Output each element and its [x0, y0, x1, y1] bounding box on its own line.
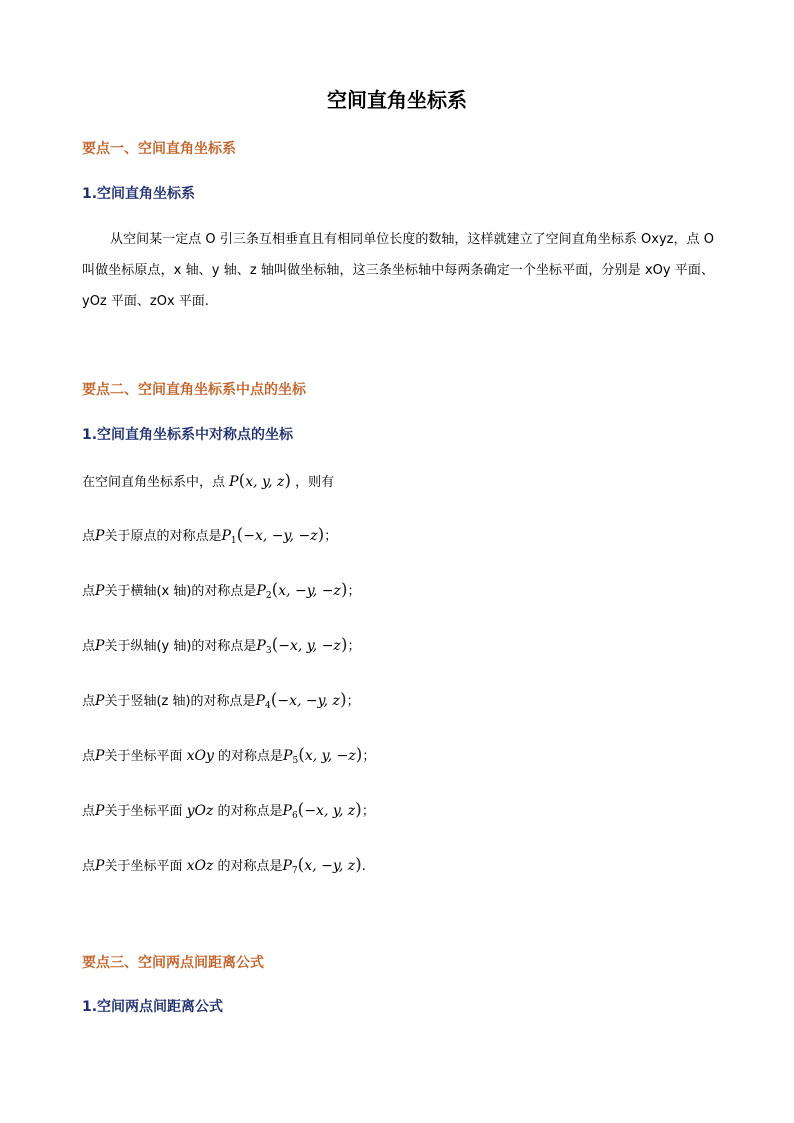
item-desc: 关于坐标平面	[104, 749, 183, 764]
item-coords: −x, −y, z	[277, 693, 340, 709]
item-subscript: 6	[291, 811, 298, 821]
symmetric-point-item: 点P关于纵轴(y 轴)的对称点是$P_3(-x$, y, −z)；	[82, 635, 361, 656]
paragraph-text: 从空间某一定点 O 引三条互相垂直且有相同单位长度的数轴，这样就建立了空间直角坐标系 Oxyz，点 O 叫做坐标原点，x 轴、y 轴、z 轴叫做坐标轴，这三条坐标轴中每两条确定一个坐标平面，分别是 xOy 平面、yOz 平面、zOx 平面.	[82, 232, 714, 309]
section2-heading: 要点二、空间直角坐标系中点的坐标	[82, 382, 306, 398]
item-label: P	[221, 528, 231, 544]
symmetric-point-item: 点P关于横轴(x 轴)的对称点是$P_2(x$, −y, −z)；	[82, 580, 361, 601]
item-end: .	[361, 859, 366, 874]
item-coords: x, y, −z	[304, 748, 356, 764]
item-desc: 关于坐标平面	[104, 859, 183, 874]
item-end: ；	[346, 694, 360, 709]
item-coords: −x, y, −z	[278, 638, 341, 654]
intro-coords: x, y, z	[245, 474, 285, 490]
item-subscript: 3	[265, 646, 272, 656]
symmetric-point-item: 点P关于原点的对称点是$P_1(-x$, −y, −z)；	[82, 525, 338, 546]
symmetric-point-item: 点P关于坐标平面 xOz 的对称点是$P_7(x$, −y, z).	[82, 855, 366, 876]
item-end: ；	[361, 804, 375, 819]
section3-subheading: 1.空间两点间距离公式	[82, 999, 224, 1015]
item-desc2: 的对称点是	[217, 804, 283, 819]
item-plane: xOy	[186, 748, 214, 764]
item-label: P	[256, 583, 266, 599]
item-subscript: 1	[230, 536, 237, 546]
item-coords: x, −y, z	[304, 858, 356, 874]
item-prefix: 点	[82, 749, 96, 764]
section3-heading: 要点三、空间两点间距离公式	[82, 955, 264, 971]
item-end: ；	[324, 529, 338, 544]
item-point: P	[95, 528, 105, 544]
item-desc2: 的对称点是	[218, 749, 284, 764]
item-coords: x, −y, −z	[278, 583, 341, 599]
item-point: P	[95, 803, 105, 819]
item-coords: −x, y, z	[304, 803, 356, 819]
item-point: P	[95, 583, 105, 599]
item-label: P	[282, 858, 292, 874]
item-desc: 关于竖轴(z 轴)的对称点是	[104, 694, 256, 709]
item-prefix: 点	[82, 584, 96, 599]
item-end: ；	[347, 639, 361, 654]
item-end: ；	[362, 749, 376, 764]
item-end: ；	[347, 584, 361, 599]
section1-heading: 要点一、空间直角坐标系	[82, 141, 236, 157]
item-label: P	[255, 693, 265, 709]
item-plane: xOz	[186, 858, 214, 874]
item-subscript: 4	[264, 701, 271, 711]
item-prefix: 点	[82, 639, 96, 654]
item-label: P	[256, 638, 266, 654]
item-label: P	[282, 803, 292, 819]
item-desc: 关于原点的对称点是	[104, 529, 222, 544]
item-plane: yOz	[186, 803, 214, 819]
intro-suffix: ，则有	[295, 475, 335, 490]
section1-subheading: 1.空间直角坐标系	[82, 186, 196, 202]
symmetric-point-item: 点P关于坐标平面 xOy 的对称点是$P_5(x$, y, −z)；	[82, 745, 376, 766]
item-coords: −x, −y, −z	[243, 528, 318, 544]
intro-point: P	[229, 474, 239, 490]
item-point: P	[95, 858, 105, 874]
item-subscript: 2	[265, 591, 272, 601]
item-point: P	[95, 748, 105, 764]
item-desc: 关于坐标平面	[104, 804, 183, 819]
intro-line: 在空间直角坐标系中，点 P(x, y, z) ，则有	[82, 471, 335, 491]
item-desc: 关于横轴(x 轴)的对称点是	[104, 584, 257, 599]
item-label: P	[283, 748, 293, 764]
intro-prefix: 在空间直角坐标系中，点	[82, 475, 226, 490]
item-prefix: 点	[82, 694, 96, 709]
item-prefix: 点	[82, 859, 96, 874]
item-point: P	[95, 693, 105, 709]
item-prefix: 点	[82, 529, 96, 544]
item-prefix: 点	[82, 804, 96, 819]
symmetric-point-item: 点P关于竖轴(z 轴)的对称点是$P_4(-x$, −y, z)；	[82, 690, 360, 711]
item-subscript: 5	[292, 756, 299, 766]
symmetric-point-item: 点P关于坐标平面 yOz 的对称点是$P_6(-x$, y, z)；	[82, 800, 375, 821]
item-desc2: 的对称点是	[217, 859, 283, 874]
item-desc: 关于纵轴(y 轴)的对称点是	[104, 639, 257, 654]
section2-subheading: 1.空间直角坐标系中对称点的坐标	[82, 427, 294, 443]
item-point: P	[95, 638, 105, 654]
section1-paragraph	[82, 224, 714, 317]
item-subscript: 7	[291, 866, 298, 876]
page-title: 空间直角坐标系	[327, 88, 467, 112]
